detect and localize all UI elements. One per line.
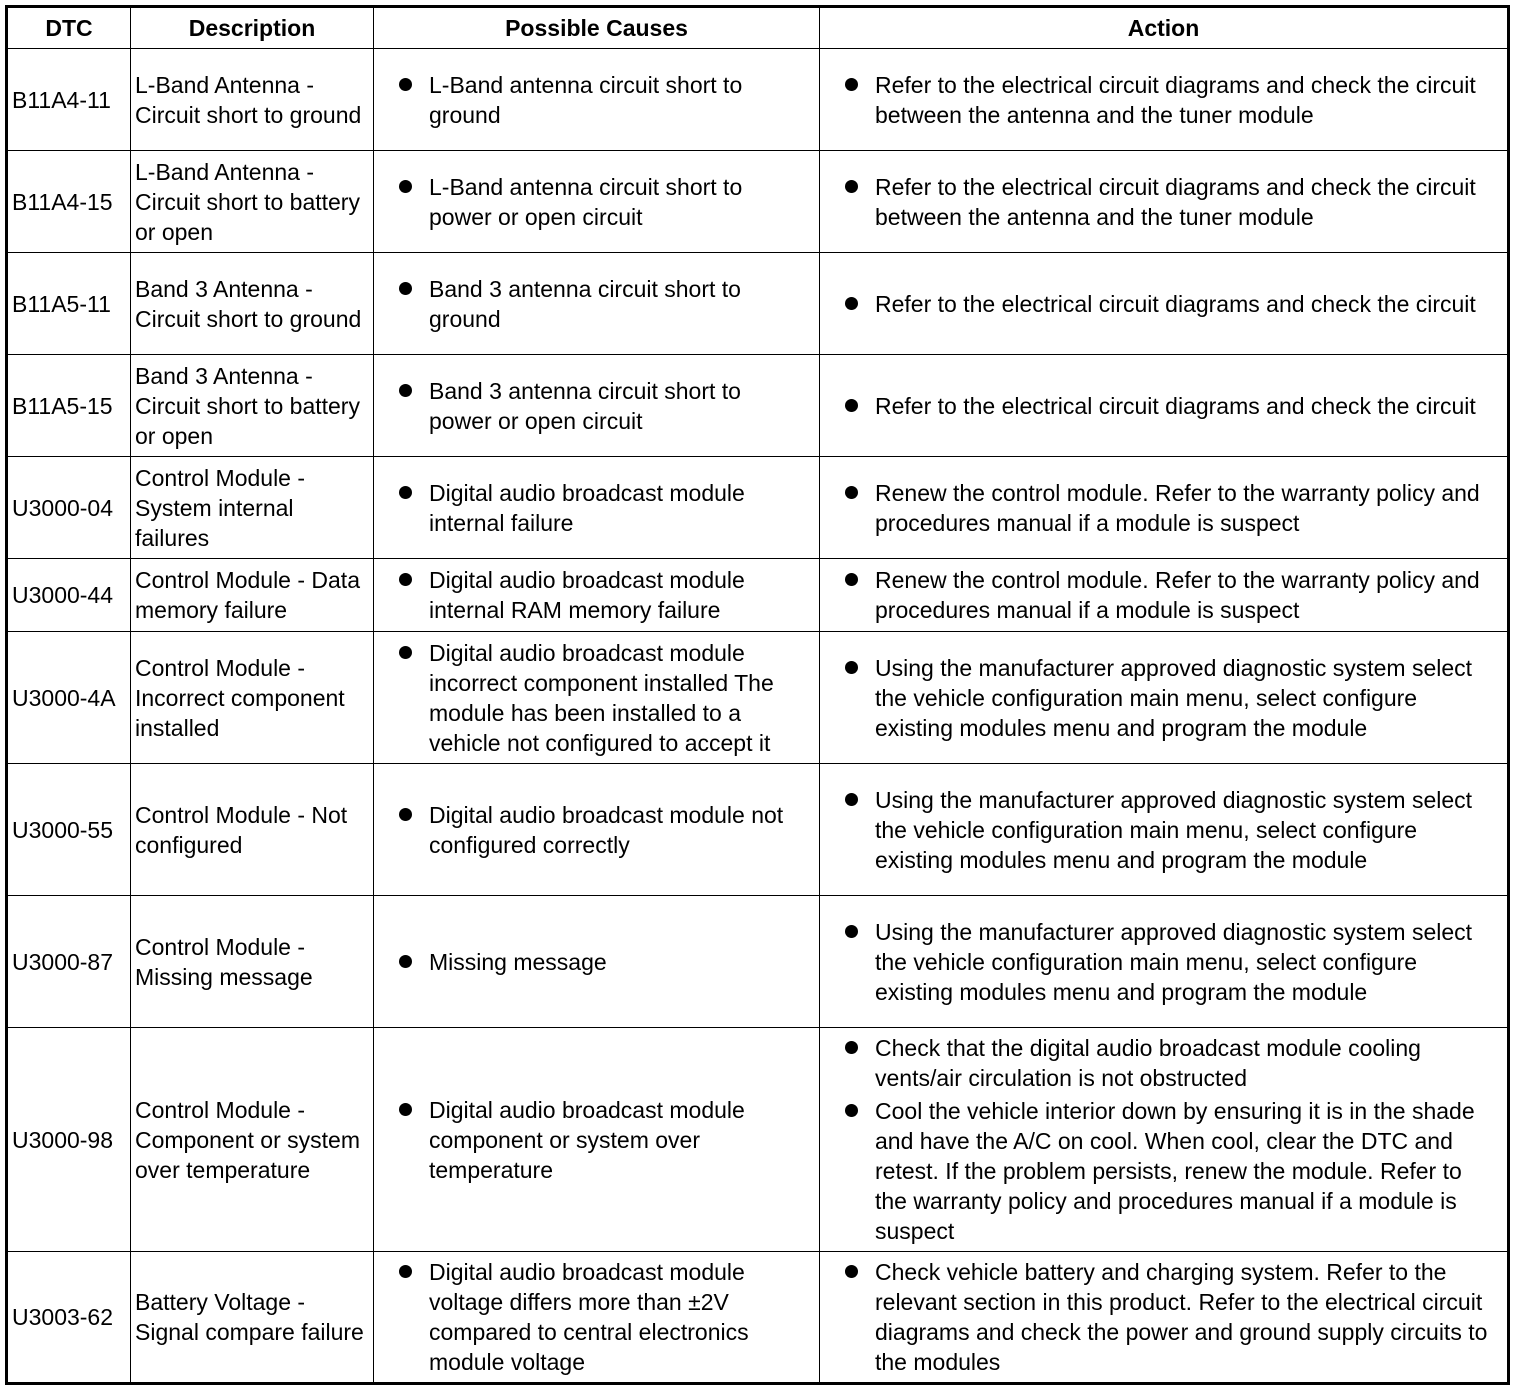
action-item: Refer to the electrical circuit diagrams and check the circuit between the antenna and the tuner module [826,70,1501,130]
causes-cell [374,764,820,896]
cause-item: Digital audio broadcast module incorrect component installed The module has been installed to a vehicle not configured to accept it [380,638,813,758]
action-item: Renew the control module. Refer to the warranty policy and procedures manual if a module is suspect [826,478,1501,538]
dtc-code: U3000-55 [7,764,131,896]
cause-item: Digital audio broadcast module component or system over temperature [380,1095,813,1185]
dtc-table-container [5,5,1510,1385]
action-cell [820,151,1509,253]
action-item: Check vehicle battery and charging system. Refer to the relevant section in this product. Refer to the electrical circuit diagrams and check the power and ground supply circuits to the modules [826,1257,1501,1377]
action-cell [820,559,1509,632]
table-row [7,151,1509,253]
description-cell: Battery Voltage - Signal compare failure [131,1252,374,1384]
action-item: Renew the control module. Refer to the warranty policy and procedures manual if a module is suspect [826,565,1501,625]
description-cell: Control Module - Missing message [131,896,374,1028]
description-cell: L-Band Antenna - Circuit short to battery or open [131,151,374,253]
dtc-code: B11A4-11 [7,49,131,151]
table-row [7,1252,1509,1384]
description-cell: Band 3 Antenna - Circuit short to battery or open [131,355,374,457]
causes-cell [374,1252,820,1384]
cause-item: Digital audio broadcast module not configured correctly [380,800,813,860]
header-description: Description [131,7,374,49]
action-item: Refer to the electrical circuit diagrams and check the circuit [826,289,1501,319]
causes-cell [374,355,820,457]
cause-item: Missing message [380,947,813,977]
causes-cell [374,632,820,764]
action-item: Using the manufacturer approved diagnostic system select the vehicle configuration main menu, select configure existing modules menu and program the module [826,653,1501,743]
table-row [7,632,1509,764]
action-item: Using the manufacturer approved diagnostic system select the vehicle configuration main menu, select configure existing modules menu and program the module [826,917,1501,1007]
dtc-code: U3000-44 [7,559,131,632]
table-row [7,457,1509,559]
action-cell [820,49,1509,151]
cause-item: Band 3 antenna circuit short to power or open circuit [380,376,813,436]
causes-cell [374,253,820,355]
header-action: Action [820,7,1509,49]
dtc-code: B11A4-15 [7,151,131,253]
dtc-code: B11A5-15 [7,355,131,457]
action-cell [820,355,1509,457]
table-row [7,355,1509,457]
action-item: Cool the vehicle interior down by ensuring it is in the shade and have the A/C on cool. When cool, clear the DTC and retest. If the problem persists, renew the module. Refer to the warranty policy and procedures manual if a module is suspect [826,1096,1501,1246]
description-cell: Control Module - Data memory failure [131,559,374,632]
causes-cell [374,151,820,253]
action-cell [820,632,1509,764]
table-row [7,1028,1509,1252]
action-cell [820,764,1509,896]
causes-cell [374,457,820,559]
description-cell: Control Module - Component or system over temperature [131,1028,374,1252]
cause-item: L-Band antenna circuit short to ground [380,70,813,130]
header-row [7,7,1509,49]
description-cell: Band 3 Antenna - Circuit short to ground [131,253,374,355]
cause-item: Band 3 antenna circuit short to ground [380,274,813,334]
action-cell [820,253,1509,355]
description-cell: Control Module - Not configured [131,764,374,896]
causes-cell [374,896,820,1028]
table-row [7,253,1509,355]
dtc-code: U3000-87 [7,896,131,1028]
dtc-code: B11A5-11 [7,253,131,355]
dtc-code: U3000-98 [7,1028,131,1252]
action-item: Refer to the electrical circuit diagrams and check the circuit [826,391,1501,421]
causes-cell [374,49,820,151]
cause-item: L-Band antenna circuit short to power or open circuit [380,172,813,232]
table-row [7,49,1509,151]
causes-cell [374,559,820,632]
header-possible-causes: Possible Causes [374,7,820,49]
cause-item: Digital audio broadcast module internal failure [380,478,813,538]
action-item: Refer to the electrical circuit diagrams and check the circuit between the antenna and the tuner module [826,172,1501,232]
table-row [7,764,1509,896]
action-cell [820,896,1509,1028]
action-item: Check that the digital audio broadcast module cooling vents/air circulation is not obstructed [826,1033,1501,1093]
description-cell: Control Module - System internal failures [131,457,374,559]
action-cell [820,1252,1509,1384]
action-item: Using the manufacturer approved diagnostic system select the vehicle configuration main menu, select configure existing modules menu and program the module [826,785,1501,875]
cause-item: Digital audio broadcast module internal RAM memory failure [380,565,813,625]
table-row [7,896,1509,1028]
header-dtc: DTC [7,7,131,49]
dtc-table [5,5,1510,1385]
description-cell: L-Band Antenna - Circuit short to ground [131,49,374,151]
action-cell [820,457,1509,559]
dtc-code: U3000-04 [7,457,131,559]
dtc-code: U3003-62 [7,1252,131,1384]
cause-item: Digital audio broadcast module voltage differs more than ±2V compared to central electronics module voltage [380,1257,813,1377]
causes-cell [374,1028,820,1252]
description-cell: Control Module - Incorrect component installed [131,632,374,764]
table-row [7,559,1509,632]
dtc-code: U3000-4A [7,632,131,764]
action-cell [820,1028,1509,1252]
